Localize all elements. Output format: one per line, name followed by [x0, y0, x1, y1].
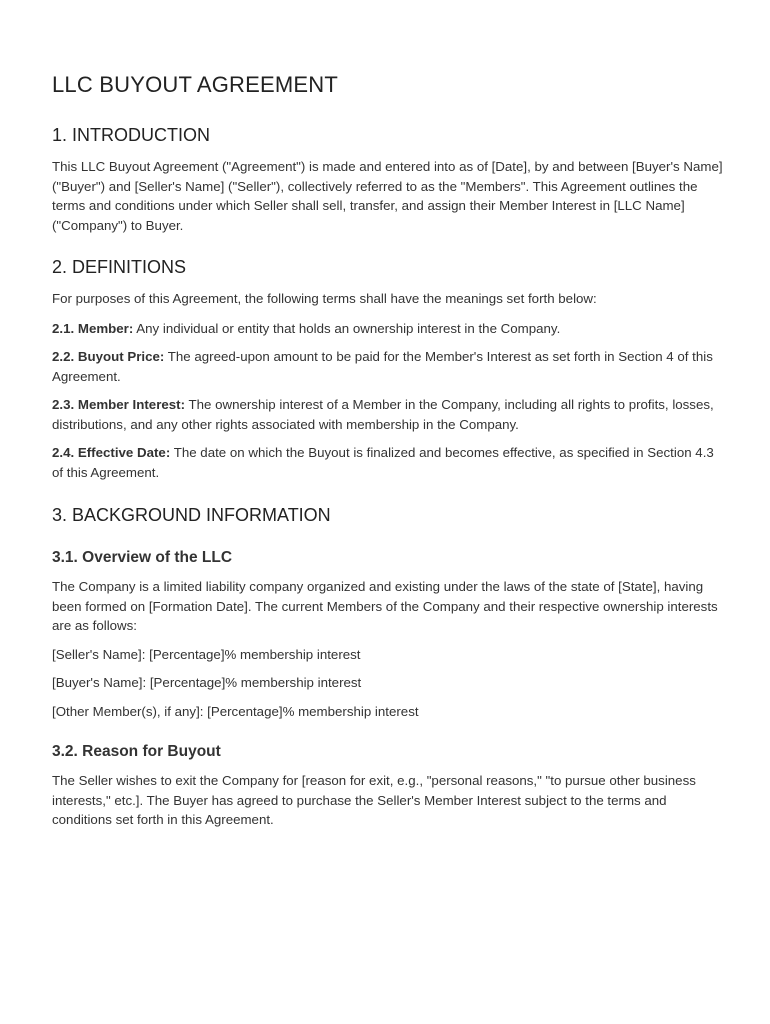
definition-member-interest [52, 395, 724, 434]
definition-term: 2.3. Member Interest: [52, 397, 186, 412]
definition-text: Any individual or entity that holds an ownership interest in the Company. [133, 320, 561, 336]
subsection-heading-overview: 3.1. Overview of the LLC [52, 549, 233, 566]
definition-term: 2.4. Effective Date: [52, 445, 171, 460]
member-line-other: [Other Member(s), if any]: [Percentage]% membership interest [52, 703, 419, 719]
member-line-buyer: [Buyer's Name]: [Percentage]% membership interest [52, 675, 362, 690]
document-title: LLC BUYOUT AGREEMENT [52, 72, 338, 97]
section-heading-background: 3. BACKGROUND INFORMATION [52, 505, 331, 525]
introduction-paragraph: This LLC Buyout Agreement ("Agreement") is made and entered into as of [Date], by and between [Buyer's Name] ("Buyer") and [Seller's Name] ("Seller"), collectively referred to as the "Members". This Agreement outlines the terms and conditions under which Seller shall sell, transfer, and assign their Member Interest in [LLC Name] ("Company") to Buyer. [52, 159, 723, 233]
member-line-seller: [Seller's Name]: [Percentage]% membership interest [52, 646, 361, 662]
section-heading-definitions: 2. DEFINITIONS [52, 257, 187, 277]
section-heading-introduction: 1. INTRODUCTION [52, 125, 211, 145]
definition-buyout-price [52, 347, 724, 386]
definition-term: 2.2. Buyout Price: [52, 349, 165, 364]
reason-paragraph: The Seller wishes to exit the Company for [reason for exit, e.g., "personal reasons," "to pursue other business interests," etc.]. The Buyer has agreed to purchase the Seller's Member Interest subject to the terms and conditions set forth in this Agreement. [52, 773, 696, 827]
definition-effective-date [52, 443, 724, 482]
definition-text: The agreed-upon amount to be paid for the Member's Interest as set forth in Section 4 of this Agreement. [52, 349, 713, 384]
definition-term: 2.1. Member: [52, 320, 134, 336]
definition-text: The ownership interest of a Member in the Company, including all rights to profits, losses, distributions, and any other rights associated with membership in the Company. [52, 397, 714, 432]
document-page [52, 70, 724, 830]
definitions-intro: For purposes of this Agreement, the following terms shall have the meanings set forth below: [52, 291, 597, 306]
overview-paragraph: The Company is a limited liability company organized and existing under the laws of the state of [State], having been formed on [Formation Date]. The current Members of the Company and their respective ownership interests are as follows: [52, 579, 718, 633]
definition-text: The date on which the Buyout is finalized and becomes effective, as specified in Section 4.3 of this Agreement. [52, 445, 714, 480]
subsection-heading-reason: 3.2. Reason for Buyout [52, 743, 221, 760]
definition-member [52, 319, 724, 339]
